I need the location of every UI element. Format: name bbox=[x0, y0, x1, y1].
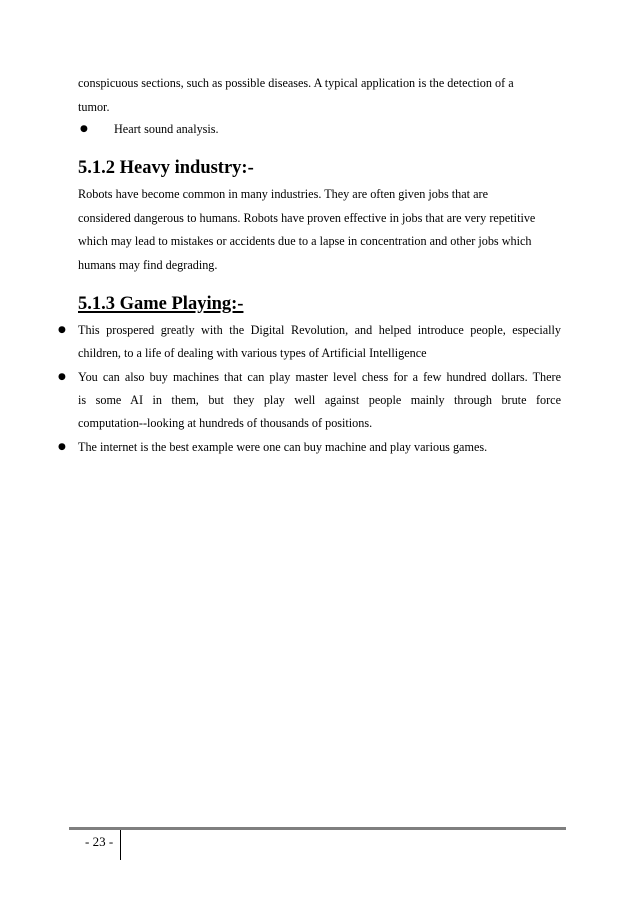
footer-vertical-bar bbox=[120, 830, 121, 860]
paragraph-line: children, to a life of dealing with various types of Artificial Intelligence bbox=[78, 346, 427, 360]
bullet-icon: ● bbox=[58, 442, 66, 452]
intro-line-1: conspicuous sections, such as possible diseases. A typical application is the detection of a bbox=[78, 76, 514, 90]
page-number: - 23 - bbox=[85, 834, 114, 849]
section-heading-game-playing: 5.1.3 Game Playing:- bbox=[78, 294, 244, 314]
intro-line-2: tumor. bbox=[78, 100, 110, 114]
paragraph-line: This prospered greatly with the Digital Revolution, and helped introduce people, especially bbox=[78, 323, 561, 337]
bullet-text: Heart sound analysis. bbox=[114, 122, 219, 136]
list-item bbox=[80, 118, 219, 142]
paragraph-line: which may lead to mistakes or accidents due to a lapse in concentration and other jobs which bbox=[78, 234, 532, 248]
paragraph-line: is some AI in them, but they play well against people mainly through brute force bbox=[78, 393, 561, 407]
bullet-icon: ● bbox=[58, 325, 66, 335]
paragraph-line: Robots have become common in many industries. They are often given jobs that are bbox=[78, 187, 488, 201]
paragraph-line: considered dangerous to humans. Robots have proven effective in jobs that are very repetitive bbox=[78, 211, 536, 225]
paragraph-line: The internet is the best example were one can buy machine and play various games. bbox=[78, 440, 488, 454]
paragraph-line: You can also buy machines that can play master level chess for a few hundred dollars. There bbox=[78, 370, 561, 384]
bullet-icon: ● bbox=[58, 372, 66, 382]
footer-divider bbox=[69, 827, 566, 830]
bullet-icon: ● bbox=[80, 124, 88, 134]
section-heading-heavy-industry: 5.1.2 Heavy industry:- bbox=[78, 158, 254, 178]
paragraph-line: computation--looking at hundreds of thousands of positions. bbox=[78, 416, 373, 430]
paragraph-line: humans may find degrading. bbox=[78, 258, 218, 272]
